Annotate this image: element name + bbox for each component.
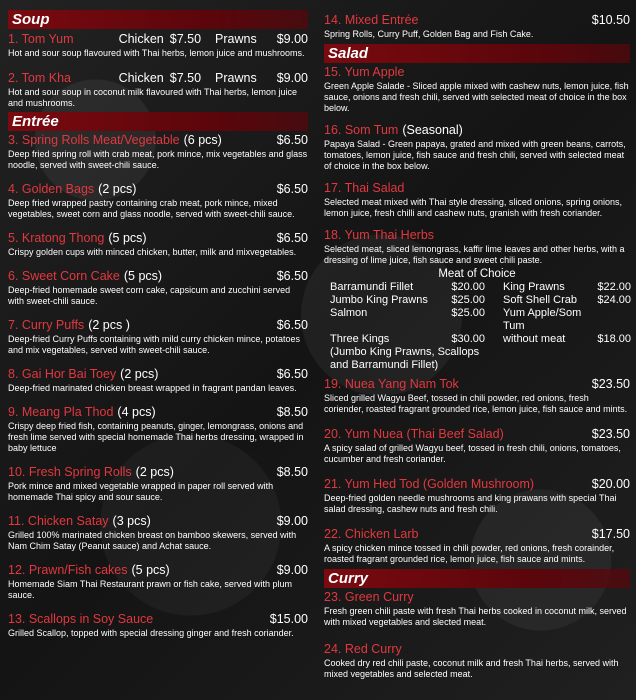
item-price: $20.00 <box>591 477 630 491</box>
menu-item <box>8 32 308 59</box>
menu-item <box>324 477 630 515</box>
item-name: 11. Chicken Satay <box>8 514 109 528</box>
item-description: Deep fried spring roll with crab meat, pork mince, mix vegetables and glass noodle, served with sweet-chili sauce. <box>8 149 308 170</box>
moc-meat: without meat <box>503 333 566 345</box>
section-curry: Curry <box>324 569 630 588</box>
item-note: (6 pcs) <box>183 133 222 147</box>
prawns-label: Prawns <box>215 32 257 46</box>
item-price: $15.00 <box>269 612 308 626</box>
item-name: 4. Golden Bags <box>8 182 95 196</box>
item-name: 5. Kratong Thong <box>8 231 105 245</box>
item-description: Deep-fried homemade sweet corn cake, capsicum and zucchini served with sweet-chili sauce. <box>8 285 291 306</box>
item-name: 21. Yum Hed Tod (Golden Mushroom) <box>324 477 535 491</box>
menu-item <box>324 123 630 172</box>
moc-meat: Yum Apple/Som Tum <box>503 307 582 332</box>
item-price: $6.50 <box>276 133 308 147</box>
item-name: 12. Prawn/Fish cakes <box>8 563 128 577</box>
moc-price: $30.00 <box>451 333 485 345</box>
item-name: 13. Scallops in Soy Sauce <box>8 612 154 626</box>
menu-item <box>324 65 630 114</box>
item-name: 8. Gai Hor Bai Toey <box>8 367 117 381</box>
item-name: 2. Tom Kha <box>8 71 72 85</box>
item-price: $8.50 <box>276 405 308 419</box>
moc-price <box>591 307 631 333</box>
item-price: $6.50 <box>276 182 308 196</box>
item-price: $23.50 <box>591 427 630 441</box>
moc-meat: Soft Shell Crab <box>503 294 577 306</box>
item-price: $8.50 <box>276 465 308 479</box>
item-price: $17.50 <box>591 527 630 541</box>
menu-item <box>324 13 630 40</box>
item-name: 1. Tom Yum <box>8 32 74 46</box>
menu-item <box>8 231 308 258</box>
item-note: (2 pcs ) <box>88 318 130 332</box>
item-price: $9.00 <box>276 563 308 577</box>
item-name: 10. Fresh Spring Rolls <box>8 465 132 479</box>
moc-price: $25.00 <box>451 307 485 319</box>
item-note: (4 pcs) <box>117 405 156 419</box>
item-name: 20. Yum Nuea (Thai Beef Salad) <box>324 427 504 441</box>
item-description: Deep-fried marinated chicken breast wrapped in fragrant pandan leaves. <box>8 383 297 393</box>
chicken-label: Chicken <box>118 71 164 85</box>
item-name: 3. Spring Rolls Meat/Vegetable <box>8 133 180 147</box>
item-name: 9. Meang Pla Thod <box>8 405 114 419</box>
item-description: Grilled Scallop, topped with special dressing ginger and fresh coriander. <box>8 628 294 638</box>
item-price: $10.50 <box>591 13 630 27</box>
moc-meat: Salmon <box>330 307 368 319</box>
item-description: Selected meat, sliced lemongrass, kaffir lime leaves and other herbs, with a dressing of lime juice, fish sauce and sweet chili paste. <box>324 244 625 265</box>
item-price: $23.50 <box>591 377 630 391</box>
item-note: (5 pcs) <box>123 269 163 283</box>
item-name: 6. Sweet Corn Cake <box>8 269 120 283</box>
item-name: 14. Mixed Entrée <box>324 13 419 27</box>
menu-item <box>324 427 630 465</box>
menu-item <box>324 590 630 628</box>
prawns-price: $9.00 <box>276 71 308 85</box>
moc-price: $25.00 <box>451 294 485 306</box>
item-description: Deep-fried Curry Puffs containing with mild curry chicken mince, potatoes and mix vegetables, served with sweet-chili sauce. <box>8 334 300 355</box>
moc-meat: Barramundi Fillet <box>330 281 414 293</box>
menu-item <box>8 465 308 503</box>
item-name: 22. Chicken Larb <box>324 527 419 541</box>
item-description: Hot and sour soup in coconut milk flavoured with Thai herbs, lemon juice and mushrooms. <box>8 87 297 108</box>
item-description: Homemade Siam Thai Restaurant prawn or fish cake, served with plum sauce. <box>8 579 292 600</box>
item-name: 7. Curry Puffs <box>8 318 85 332</box>
item-name: 24. Red Curry <box>324 642 402 656</box>
moc-meat: Jumbo King Prawns <box>330 294 428 306</box>
item-price: $6.50 <box>276 318 308 332</box>
item-note: (3 pcs) <box>112 514 151 528</box>
item-description: Cooked dry red chili paste, coconut milk and fresh Thai herbs, served with mixed vegetables and selected meat. <box>324 658 619 679</box>
menu-item <box>8 182 308 220</box>
section-entree: Entrée <box>8 112 308 131</box>
item-description: A spicy chicken mince tossed in chili powder, red onions, fresh corainder, roasted fragrant grounded rice, lemon juice, fish sauce and mints. <box>324 543 615 564</box>
item-description: Green Apple Salade - Sliced apple mixed with cashew nuts, lemon juice, fish sauce, onions and fresh chili, served with selected meat of choice in the box below. <box>324 81 629 113</box>
prawns-label: Prawns <box>215 71 257 85</box>
moc-price: $22.00 <box>597 281 631 293</box>
menu-item <box>8 71 308 109</box>
menu-item <box>8 612 308 639</box>
item-price: $6.50 <box>276 231 308 245</box>
item-description: A spicy salad of grilled Wagyu beef, tossed in fresh chili, onions, tomatoes, cucumber and fresh coriander. <box>324 443 621 464</box>
item-note: (2 pcs) <box>98 182 137 196</box>
menu-item <box>324 228 630 266</box>
item-price: $6.50 <box>276 367 308 381</box>
item-description: Deep fried wrapped pastry containing crab meat, pork mince, mixed vegetables, sweet corn and glass noodle, served with sweet-chili sauce. <box>8 198 295 219</box>
menu-item <box>324 181 630 219</box>
menu-item <box>324 527 630 565</box>
item-description: Sliced grilled Wagyu Beef, tossed in chili powder, red onions, fresh coriender, roasted fragrant grounded rice, lemon juice, fish sauce and mints. <box>324 393 628 414</box>
chicken-label: Chicken <box>118 32 164 46</box>
moc-price: $20.00 <box>451 281 485 293</box>
right-column <box>324 0 630 680</box>
item-description: Spring Rolls, Curry Puff, Golden Bag and Fish Cake. <box>324 29 534 39</box>
item-price: $9.00 <box>276 514 308 528</box>
meat-of-choice-box <box>324 268 630 372</box>
left-column <box>8 0 308 639</box>
section-soup: Soup <box>8 10 308 29</box>
item-name: 17. Thai Salad <box>324 181 405 195</box>
chicken-price: $7.50 <box>169 71 202 85</box>
chicken-price: $7.50 <box>169 32 202 46</box>
item-name: 16. Som Tum <box>324 123 399 137</box>
item-price: $6.50 <box>276 269 308 283</box>
menu-item <box>8 269 308 307</box>
item-description: Pork mince and mixed vegetable wrapped in paper roll served with homemade Thai spicy and sour sauce. <box>8 481 274 502</box>
item-description: Fresh green chili paste with fresh Thai herbs cooked in coconut milk, served with mixed vegetables and slected meat. <box>324 606 627 627</box>
menu-item <box>324 377 630 415</box>
menu-item <box>8 514 308 552</box>
item-description: Hot and sour soup flavoured with Thai herbs, lemon juice and mushrooms. <box>8 48 305 58</box>
menu-item <box>8 405 308 454</box>
item-note: (5 pcs) <box>108 231 147 245</box>
menu-item <box>8 318 308 356</box>
moc-price: $18.00 <box>597 333 631 345</box>
menu-item <box>8 367 308 394</box>
item-note: (5 pcs) <box>131 563 170 577</box>
item-note: (Seasonal) <box>402 123 463 137</box>
meat-of-choice-note: and Barramundi Fillet) <box>330 359 439 371</box>
item-description: Deep-fried golden needle mushrooms and king prawans with special Thai salad dressing, cashew nuts and fresh chili. <box>324 493 617 514</box>
prawns-price: $9.00 <box>276 32 308 46</box>
item-name: 15. Yum Apple <box>324 65 405 79</box>
menu-item <box>8 563 308 601</box>
item-description: Papaya Salad - Green papaya, grated and mixed with green beans, carrots, tomatoes, lemon juice, fish sauce and fresh chili, served with selected meat of choice in the box below. <box>324 139 626 171</box>
item-description: Selected meat mixed with Thai style dressing, sliced onions, spring onions, lemon juice, fresh chilli and cashew nuts, granish with fresh coriander. <box>324 197 622 218</box>
item-description: Grilled 100% marinated chicken breast on bamboo skewers, served with Nam Chim Satay (Peanut sauce) and Achat sauce. <box>8 530 297 551</box>
item-name: 23. Green Curry <box>324 590 414 604</box>
item-description: Crispy golden cups with minced chicken, butter, milk and mixvegetables. <box>8 247 297 257</box>
moc-meat: King Prawns <box>503 281 565 293</box>
menu-item <box>8 133 308 171</box>
meat-of-choice-title: Meat of Choice <box>438 268 516 280</box>
moc-price: $24.00 <box>597 294 631 306</box>
moc-meat: Three Kings <box>330 333 390 345</box>
item-description: Crispy deep fried fish, containing peanuts, ginger, lemongrass, onions and fresh lime served with special homemade Thai herbs dressing, wrapped in baby lettuce <box>8 421 304 453</box>
menu-item <box>324 642 630 680</box>
item-name: 19. Nuea Yang Nam Tok <box>324 377 459 391</box>
item-name: 18. Yum Thai Herbs <box>324 228 435 242</box>
item-note: (2 pcs) <box>120 367 159 381</box>
item-note: (2 pcs) <box>135 465 174 479</box>
section-salad: Salad <box>324 44 630 63</box>
meat-of-choice-note: (Jumbo King Prawns, Scallops <box>330 346 480 358</box>
